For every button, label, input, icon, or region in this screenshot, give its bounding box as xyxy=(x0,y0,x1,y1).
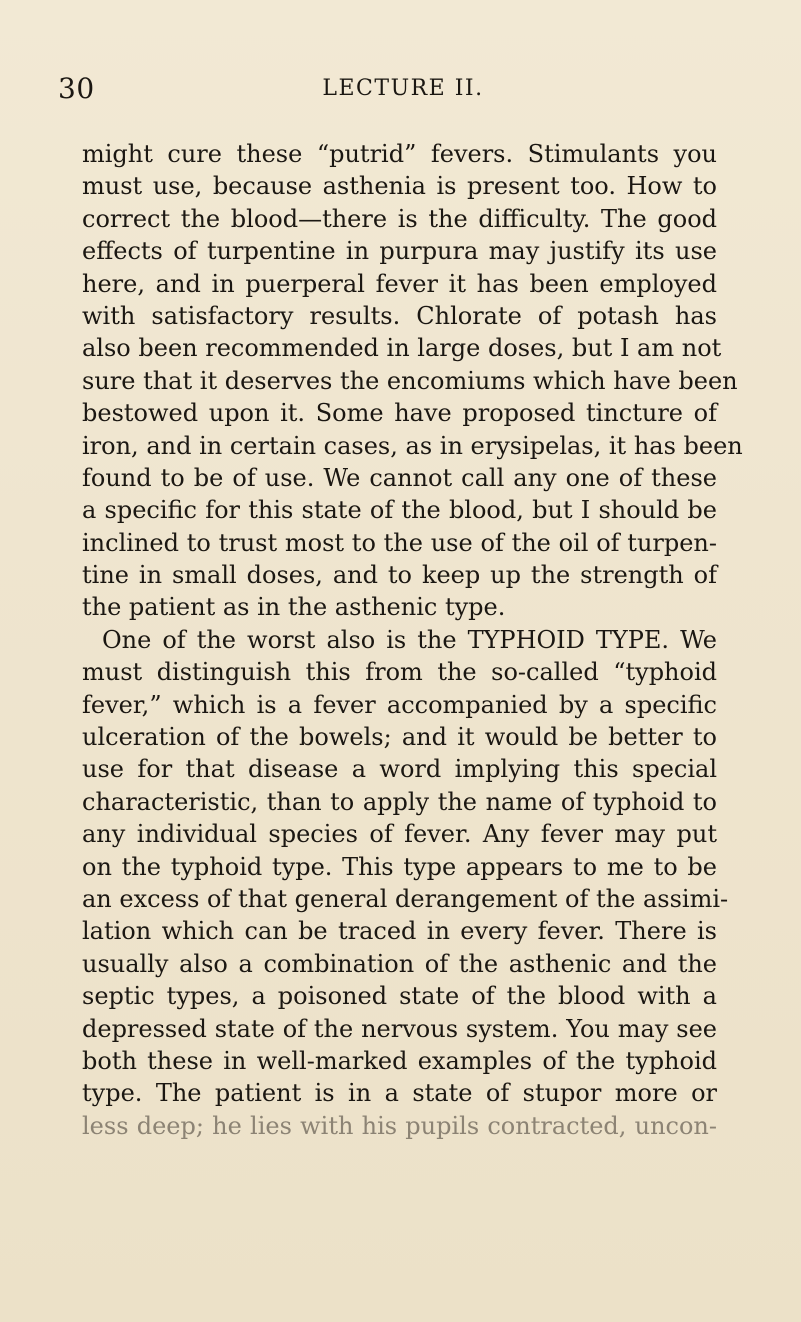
text-line: effects of turpentine in purpura may justify its use xyxy=(82,237,717,266)
text-line: less deep; he lies with his pupils contracted, uncon- xyxy=(82,1111,717,1140)
text-line: ulceration of the bowels; and it would be better to xyxy=(82,723,717,752)
lecture-title: LECTURE II. xyxy=(322,76,484,101)
text-line: here, and in puerperal fever it has been employed xyxy=(82,269,717,298)
running-head xyxy=(58,72,748,112)
text-line: might cure these “putrid” fevers. Stimulants you xyxy=(82,140,717,168)
text-line: tine in small doses, and to keep up the strength of xyxy=(82,561,717,590)
text-line: found to be of use. We cannot call any one of these xyxy=(82,463,717,492)
text-line: an excess of that general derangement of the assimi- xyxy=(82,884,729,913)
text-line: septic types, a poisoned state of the blood with a xyxy=(82,982,717,1011)
text-line: must use, because asthenia is present too. How to xyxy=(82,172,717,201)
text-line: on the typhoid type. This type appears to me to be xyxy=(82,852,717,881)
text-line: usually also a combination of the asthenic and the xyxy=(82,949,717,978)
text-line: use for that disease a word implying this special xyxy=(82,755,717,784)
text-line: One of the worst also is the TYPHOID TYPE. We xyxy=(102,625,717,654)
text-line: both these in well-marked examples of the typhoid xyxy=(82,1046,717,1075)
text-line: the patient as in the asthenic type. xyxy=(82,593,506,622)
text-line: inclined to trust most to the use of the oil of turpen- xyxy=(82,528,717,557)
text-line: correct the blood—there is the difficulty. The good xyxy=(82,204,717,233)
text-line: must distinguish this from the so-called “typhoid xyxy=(82,658,717,687)
page-number: 30 xyxy=(58,72,95,105)
text-line: lation which can be traced in every fever. There is xyxy=(82,917,717,946)
text-line: iron, and in certain cases, as in erysipelas, it has been xyxy=(82,431,743,460)
text-line: sure that it deserves the encomiums which have been xyxy=(82,366,738,395)
body-text xyxy=(82,138,743,1142)
text-line: depressed state of the nervous system. You may see xyxy=(82,1014,717,1043)
text-line: type. The patient is in a state of stupor more or xyxy=(82,1079,717,1108)
text-line: also been recommended in large doses, but I am not xyxy=(82,334,722,363)
text-line: a specific for this state of the blood, but I should be xyxy=(82,496,717,525)
text-line: with satisfactory results. Chlorate of potash has xyxy=(82,301,717,330)
text-line: bestowed upon it. Some have proposed tincture of xyxy=(82,399,717,428)
text-line: fever,” which is a fever accompanied by a specific xyxy=(82,690,717,719)
text-line: any individual species of fever. Any fever may put xyxy=(82,820,717,849)
text-line: characteristic, than to apply the name of typhoid to xyxy=(82,787,717,816)
